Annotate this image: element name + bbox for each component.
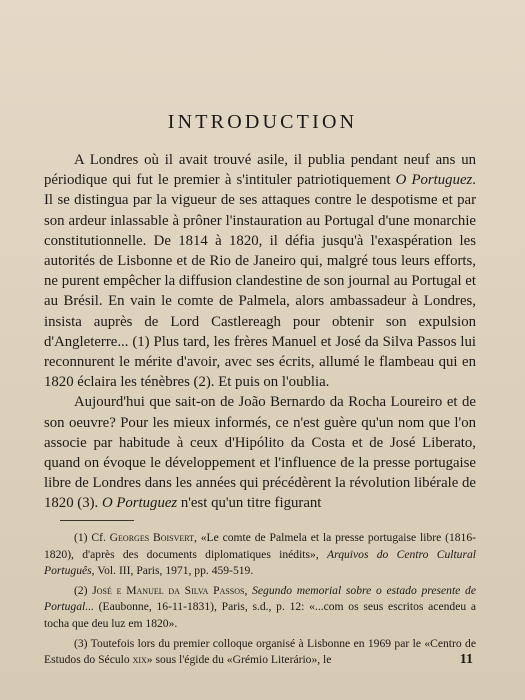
journal-title-o-portuguez: O Portuguez xyxy=(101,495,178,512)
footnote-1-author: Georges Boisvert xyxy=(109,531,195,544)
paragraph-1-part-a: A Londres où il avait trouvé asile, il publia pendant neuf ans un périodique qui fut le premier à s'intituler patriotiquement xyxy=(44,152,476,189)
footnote-1-text: , «Le comte de Palmela et la presse portugaise libre (1816-1820), d'après des documents diplomatiques inédits», xyxy=(44,531,476,561)
footnotes xyxy=(44,530,476,672)
journal-title-o-portuguez: O Portuguez xyxy=(395,172,473,189)
paragraph-2 xyxy=(44,392,476,513)
footnote-2-separator: , xyxy=(244,583,253,597)
footnote-3-text: (3) Toutefois lors du premier colloque organisé à Lisbonne en 1969 par le «Centro de Estudos do Século xyxy=(44,636,476,667)
paragraph-1 xyxy=(44,150,476,392)
footnote-2 xyxy=(44,583,476,633)
paragraph-1-part-c: . Il se distingua par la vigueur de ses attaques contre le despotisme et par son ardeur inlassable à prôner l'instauration au Portugal d'une monarchie constitutionnelle. De 1814 à 1820, il défia jusqu'à l'exaspération les autorités de Lisbonne et de Rio de Janeiro qui, malgré tous leurs efforts, ne purent empêcher la diffusion clandestine de son journal au Portugal et au Brésil. En vain le comte de Palmela, alors ambassadeur à Londres, insista auprès de Lord Castlereagh pour obtenir son expulsion d'Angleterre... (1) Plus tard, les frères Manuel et José da Silva Passos lui reconnurent le mérite d'avoir, avec ses écrits, allumé le flambeau qui en 1820 éclaira les ténèbres (2). Et puis on l'oublia. xyxy=(44,172,476,391)
chapter-title: INTRODUCTION xyxy=(167,111,358,134)
footnote-1-journal: Arquivos do Centro Cultural Português xyxy=(44,547,477,578)
paragraph-2-part-a: Aujourd'hui que sait-on de João Bernardo da Rocha Loureiro et de son oeuvre? Pour les mieux informés, ce n'est guère qu'un nom que l'on associe par habitude à ceux d'Hipólito da Costa et de José Liberato, quand on évoque le développement et l'influence de la presse portugaise libre de Londres dans les années qui précédèrent la révolution libérale de 1820 (3). xyxy=(44,394,476,512)
main-text xyxy=(44,150,476,514)
footnote-1 xyxy=(44,530,476,580)
footnote-1-reference: , Vol. III, Paris, 1971, pp. 459-519. xyxy=(91,564,254,578)
page-number: 11 xyxy=(459,652,473,667)
footnote-2-author: José e Manuel da Silva Passos xyxy=(92,583,245,597)
footnote-3-century: xix xyxy=(132,653,147,667)
footnote-2-marker: (2) xyxy=(74,583,93,597)
footnote-2-work: Segundo memorial sobre o estado presente de Portugal... xyxy=(44,583,476,614)
footnote-rule xyxy=(60,520,134,521)
footnote-3-text-end: » sous l'égide du «Grémio Literário», le xyxy=(146,653,332,667)
paragraph-2-part-c: n'est qu'un titre figurant xyxy=(177,495,322,512)
footnote-2-text: (Eaubonne, 16-11-1831), Paris, s.d., p. 12: «...com os seus escritos acendeu a tocha que deu luz em 1820». xyxy=(44,600,476,630)
footnote-1-marker: (1) Cf. xyxy=(74,531,110,544)
footnote-3 xyxy=(44,636,476,669)
